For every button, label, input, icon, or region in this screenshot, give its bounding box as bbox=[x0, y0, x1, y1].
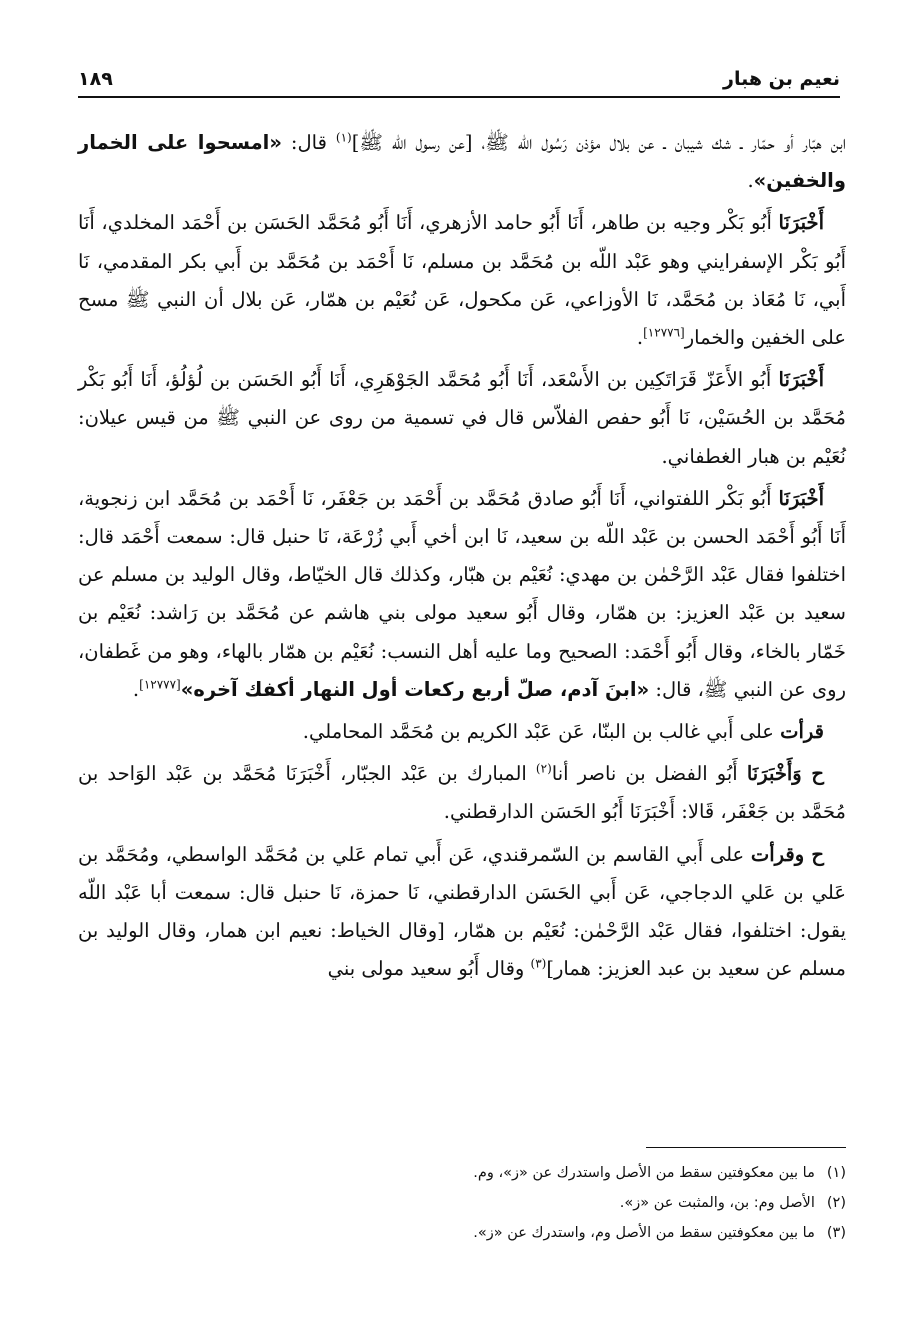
running-header bbox=[78, 58, 840, 98]
paragraph bbox=[78, 480, 846, 709]
paragraph-lead-word: قرأت bbox=[780, 720, 824, 744]
reference-mark: (١) bbox=[335, 130, 352, 145]
footnote-item bbox=[78, 1188, 846, 1218]
page-number: ١٨٩ bbox=[78, 68, 113, 90]
paragraph-lead-word: أَخْبَرَنَا bbox=[778, 368, 824, 392]
main-text bbox=[78, 124, 846, 992]
hadith-quote: «امسحوا على الخمار والخفين» bbox=[78, 131, 846, 193]
footnote-number: (١) bbox=[826, 1165, 846, 1181]
text-segment: على أَبي القاسم بن السّمرقندي، عَن أَبي تمام عَلي بن مُحَمَّد الواسطي، ومُحَمَّد بن عَلي بن عَلي الدجاجي، عَن أَبي الحَسَن الدارقطني، نَا حمزة، نَا حنبل قال: سمعت أبا عَبْد اللّه يقول: اختلفوا، فقال عَبْد الرَّحْمٰن: نُعَيْم بن همّار، [وقال الخياط: نعيم ابن همار، وقال الوليد بن مسلم عن سعيد بن عبد العزيز: همار] bbox=[78, 842, 846, 981]
text-segment: أَبُو بَكْر اللفتواني، أَنَا أَبُو صادق مُحَمَّد بن أَحْمَد بن جَعْفَر، نَا أَحْمَد بن مُحَمَّد ابن زنجوية، أَنَا أَبُو أَحْمَد الحسن بن عَبْد اللّه بن سعيد، نَا ابن أخي أَبي زُرْعَة، نَا حنبل قال: سمعت أَحْمَد قال: اختلفوا فقال عَبْد الرَّحْمٰن بن مهدي: نُعَيْم بن هبّار، وكذلك قال الخيّاط، وقال الوليد بن مسلم عن سعيد بن عَبْد العزيز: بن همّار، وقال أَبُو سعيد مولى بني هاشم عن مُحَمَّد بن رَاشد: نُعَيْم بن خَمّار بالخاء، وقال أَبُو أَحْمَد: الصحيح وما عليه أهل النسب: نُعَيْم بن همّار بالهاء، وهو من غَطفان، روى عن النبي ﷺ، قال: bbox=[78, 486, 846, 701]
footnote-separator bbox=[646, 1147, 846, 1148]
text-segment: المبارك بن عَبْد الجبّار، أَخْبَرَنَا مُحَمَّد بن عَبْد الوَاحد بن مُحَمَّد بن جَعْفَر، قَالا: أَخْبَرَنَا أَبُو الحَسَن الدارقطني. bbox=[78, 762, 846, 824]
text-segment: أَبُو الأَعَزّ قَرَاتَكِين بن الأَسْعَد، أَنَا أَبُو مُحَمَّد الجَوْهَرِي، أَنَا أَبُو الحَسَن بن لُؤلُؤ، أَنَا أَبُو بَكْر مُحَمَّد بن الحُسَيْن، نَا أَبُو حفص الفلاّس قال في تسمية من روى عن النبي ﷺ من قيس عيلان: نُعَيْم بن هبار الغطفاني. bbox=[78, 368, 846, 468]
text-segment: . bbox=[747, 169, 754, 193]
header-title: نعيم بن هبار bbox=[723, 68, 840, 90]
text-segment: . bbox=[132, 677, 140, 701]
text-segment: ابن هبّار أو حمّار ـ شك شيبان ـ عن بلال مؤذن رَسُول الله ﷺ، [عن رسول الله ﷺ] bbox=[351, 131, 846, 154]
paragraph-lead-word: أَخْبَرَنَا bbox=[778, 486, 824, 510]
reference-mark: (٢) bbox=[535, 761, 552, 776]
hadith-quote: «ابنَ آدم، صلّ أربع ركعات أول النهار أكفك آخره» bbox=[180, 677, 650, 701]
footnote-text: ما بين معكوفتين سقط من الأصل وم، واستدرك عن «ز». bbox=[473, 1225, 815, 1241]
paragraph-lead-word: أَخْبَرَنَا bbox=[778, 211, 824, 235]
text-segment: على أَبي غالب بن البنّا، عَن عَبْد الكريم بن مُحَمَّد المحاملي. bbox=[302, 720, 781, 744]
text-segment: أَبُو الفضل بن ناصر أنا bbox=[551, 762, 747, 786]
paragraph-lead-word: ح وَأَخْبَرَنَا bbox=[746, 762, 825, 786]
paragraph bbox=[78, 204, 846, 357]
footnote-number: (٢) bbox=[826, 1195, 846, 1211]
paragraph bbox=[78, 755, 846, 831]
footnote-item bbox=[78, 1158, 846, 1188]
footnote-number: (٣) bbox=[826, 1225, 846, 1241]
footnote-text: ما بين معكوفتين سقط من الأصل واستدرك عن «ز»، وم. bbox=[473, 1165, 815, 1181]
footnote-item bbox=[78, 1218, 846, 1248]
text-segment: أَبُو بَكْر وجيه بن طاهر، أَنَا أَبُو حامد الأزهري، أَنَا أَبُو مُحَمَّد الحَسَن بن أَحْمَد المخلدي، أَنَا أَبُو بَكْر الإسفرايني وهو عَبْد اللّه بن مُحَمَّد بن مسلم، نَا أَحْمَد بن مُحَمَّد بن أَبي بكر المقدمي، نَا أَبي، نَا مُعَاذ بن مُحَمَّد، نَا الأوزاعي، عَن مكحول، عَن نُعَيْم بن همّار، عَن بلال أن النبي ﷺ مسح على الخفين والخمار bbox=[78, 211, 846, 350]
paragraph bbox=[78, 361, 846, 476]
text-segment: قال: bbox=[281, 131, 336, 154]
reference-mark: [١٢٧٧٧] bbox=[139, 677, 181, 692]
paragraph bbox=[78, 713, 846, 751]
paragraph-lead-word: ح وقرأت bbox=[750, 842, 825, 866]
paragraph bbox=[78, 124, 846, 200]
footnotes bbox=[78, 1158, 846, 1248]
reference-mark: (٣) bbox=[530, 956, 547, 971]
paragraph bbox=[78, 836, 846, 989]
reference-mark: [١٢٧٧٦] bbox=[643, 325, 685, 340]
footnote-text: الأصل وم: بن، والمثبت عن «ز». bbox=[619, 1195, 815, 1211]
text-segment: . bbox=[636, 326, 644, 350]
text-segment: وقال أَبُو سعيد مولى بني bbox=[327, 957, 531, 981]
